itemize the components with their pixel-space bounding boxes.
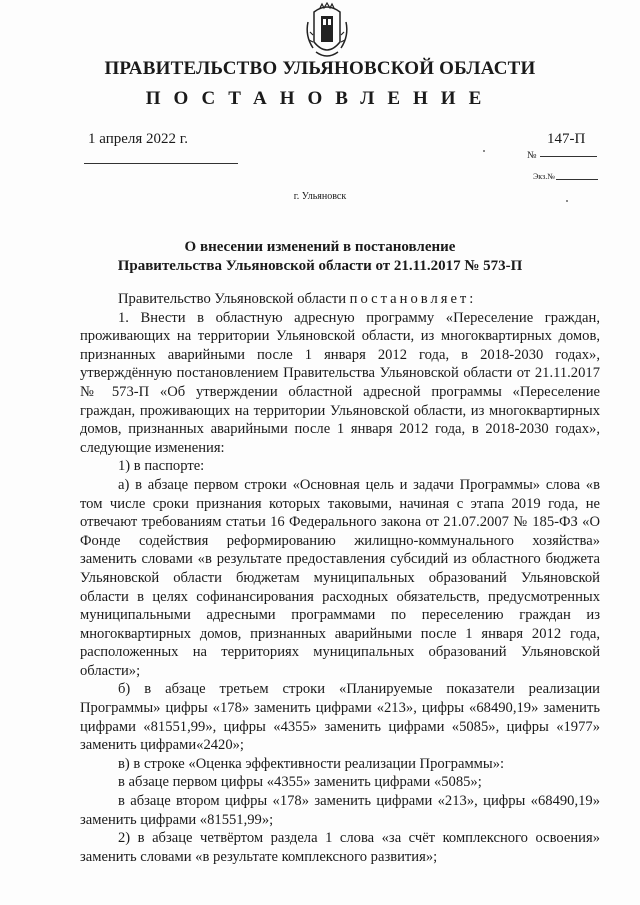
intro-paragraph [80, 290, 600, 309]
subject-line-2: Правительства Ульяновской области от 21.11.2017 № 573-П [117, 258, 523, 274]
document-date: 1 апреля 2022 г. [88, 131, 188, 147]
coat-of-arms-emblem [304, 2, 350, 64]
paragraph: б) в абзаце третьем строки «Планируемые показатели реализации Программы» цифры «178» заменить цифрами «213», цифры «68490,19» заменить цифрами «81551,99», цифры «4355» заменить цифрами «5085», цифры «1977» заменить цифрами«2420»; [80, 681, 600, 754]
paragraph: в абзаце первом цифры «4355» заменить цифрами «5085»; [118, 774, 482, 791]
number-label: № [527, 150, 537, 161]
number-underline [540, 156, 597, 157]
copy-number-label: Экз.№ [533, 172, 555, 181]
paragraph: 2) в абзаце четвёртом раздела 1 слова «за счёт комплексного освоения» заменить словами «в результате комплексного развития»; [80, 830, 600, 865]
intro-verb: постановляет: [349, 291, 477, 307]
document-number: 147-П [547, 131, 586, 147]
paragraph: 1. Внести в областную адресную программу «Переселение граждан, проживающих на территории Ульяновской области, из многоквартирных домов, признанных аварийными после 1 января 2012 года, в 2018-2030 годах», утверждённую постановлением Правительства Ульяновской области от 21.11.2017 № 573-П «Об утверждении областной адресной программы «Переселение граждан, проживающих на территории Ульяновской области, из многоквартирных домов, признанных аварийными после 1 января 2012 года, в 2018-2030 годах», следующие изменения: [80, 309, 600, 456]
document-body [80, 290, 600, 866]
document-kind: ПОСТАНОВЛЕНИЕ [145, 88, 495, 109]
city: г. Ульяновск [293, 191, 347, 202]
copy-number-underline [556, 179, 598, 180]
date-underline [84, 163, 238, 164]
document-subject [0, 238, 640, 276]
paragraph: в абзаце втором цифры «178» заменить цифрами «213», цифры «68490,19» заменить цифрами «81551,99»; [80, 793, 600, 828]
scan-speck [483, 150, 485, 152]
paragraph: 1) в паспорте: [118, 458, 205, 475]
government-title: ПРАВИТЕЛЬСТВО УЛЬЯНОВСКОЙ ОБЛАСТИ [104, 58, 536, 79]
paragraph: в) в строке «Оценка эффективности реализации Программы»: [118, 755, 505, 772]
scan-speck [566, 200, 568, 202]
subject-line-1: О внесении изменений в постановление [184, 239, 456, 255]
intro-prefix: Правительство Ульяновской области [118, 291, 350, 307]
paragraph: а) в абзаце первом строки «Основная цель и задачи Программы» слова «в том числе сроки признания которых таковыми, начиная с этапа 2019 года, не отвечают требованиям статьи 16 Федерального закона от 21.07.2007 № 185-ФЗ «О Фонде содействия реформированию жилищно-коммунального хозяйства» заменить словами «в результате предоставления субсидий из областного бюджета Ульяновской области бюджетам муниципальных образований Ульяновской области в целях софинансирования расходных обязательств, предусмотренных муниципальными адресными программами по переселению граждан из многоквартирных домов, признанных аварийными после 1 января 2012 года, расположенных на территориях муниципальных образований Ульяновской области»; [80, 476, 600, 679]
